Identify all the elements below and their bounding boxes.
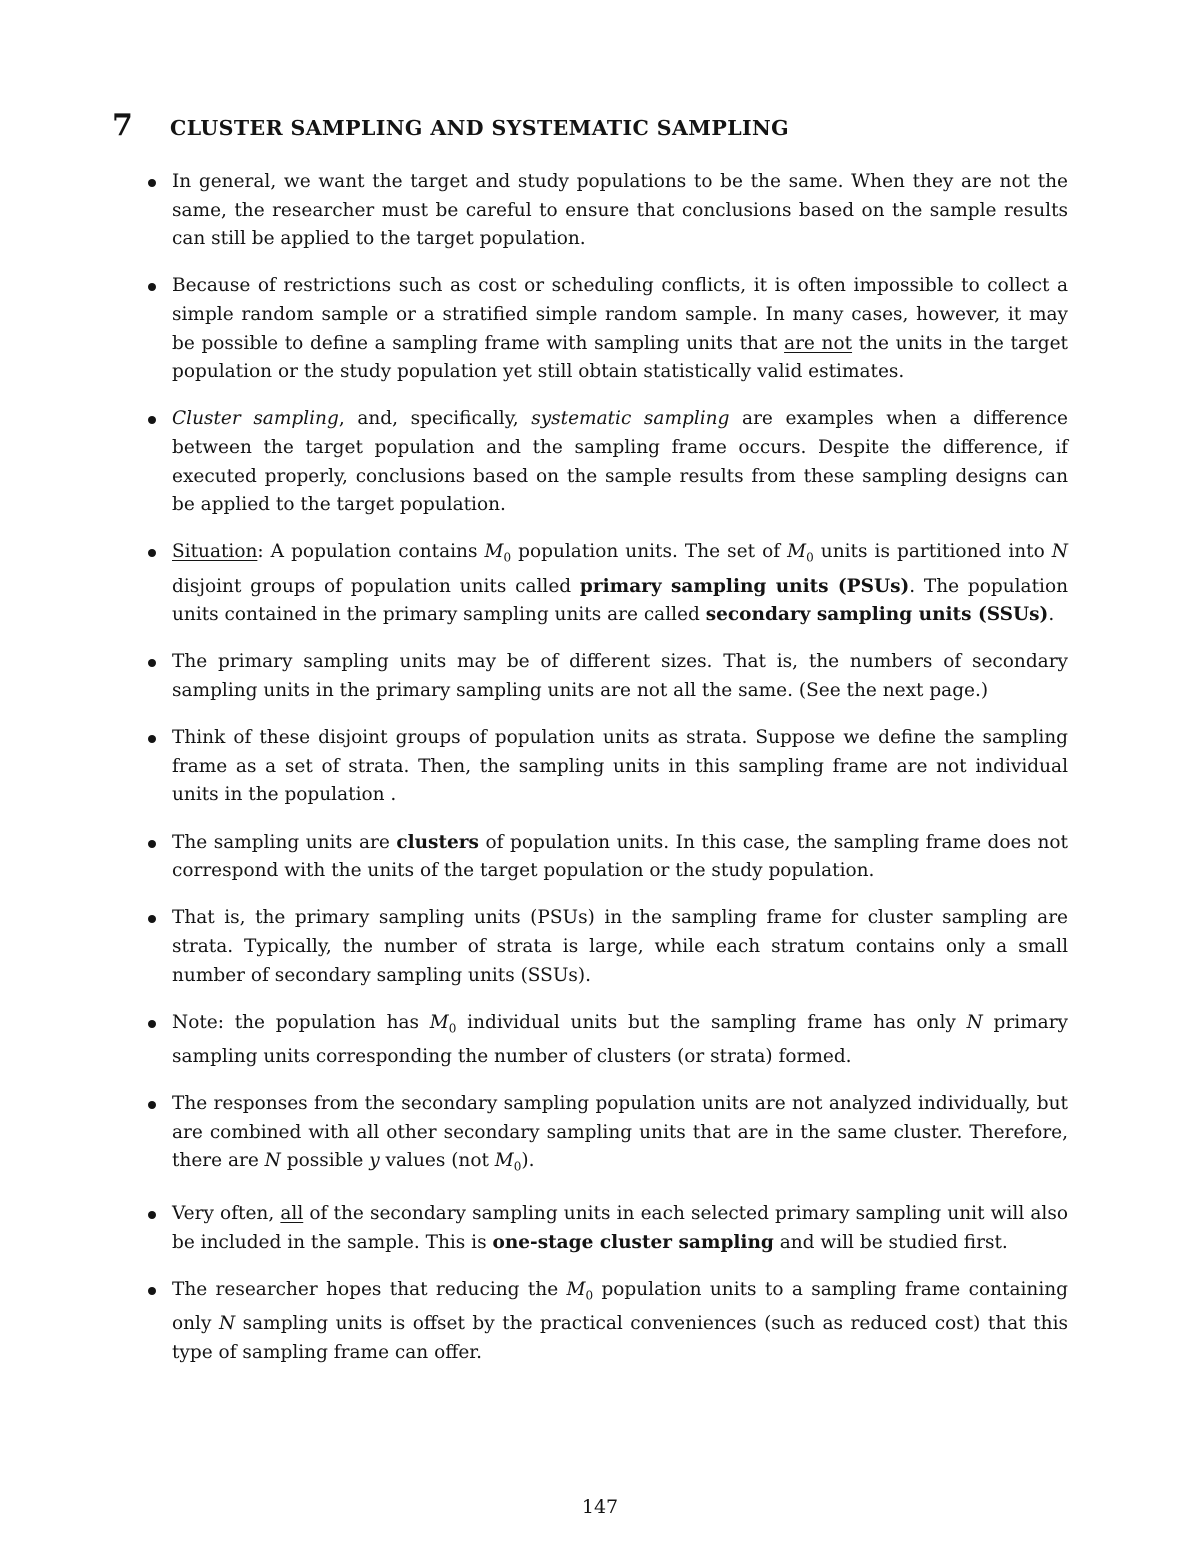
bullet-icon — [148, 283, 156, 291]
bold-term: primary sampling units (PSUs) — [579, 575, 910, 597]
bullet-text: disjoint groups of population units called — [172, 575, 580, 597]
bullet-text: . The population units contained in the primary sampling units are called — [172, 575, 1068, 626]
math-symbol: $M_0$ — [429, 1011, 457, 1036]
bullet-text: The researcher hopes that reducing the — [172, 1279, 567, 1300]
bullet-text: , and, specifically, — [338, 408, 532, 430]
bullet-text: of the secondary sampling units in each selected primary sampling unit will also be included in the sample. This is — [172, 1203, 1068, 1253]
bullet-item — [146, 1009, 1068, 1072]
math-symbol: $M_0$ — [494, 1150, 522, 1175]
bullet-item — [146, 829, 1068, 886]
section-title: CLUSTER SAMPLING AND SYSTEMATIC SAMPLING — [170, 116, 790, 140]
bullet-text: individual units but the sampling frame has only — [456, 1011, 967, 1033]
bullet-text: Note: the population has — [172, 1011, 430, 1033]
math-symbol: $M_0$ — [566, 1279, 594, 1303]
bullet-icon — [148, 179, 156, 187]
bullet-text: values (not — [379, 1150, 495, 1172]
section-number: 7 — [112, 108, 133, 143]
bullet-icon — [148, 416, 156, 424]
bullet-icon — [148, 1211, 156, 1219]
bullet-text: That is, the primary sampling units (PSUs) in the sampling frame for cluster sampling are strata. Typically, the number of strata is large, while each stratum contains only a small number of secondary sampling units (SSUs). — [172, 907, 1068, 986]
bullet-item — [146, 272, 1068, 386]
bullet-icon — [148, 840, 156, 848]
bullet-text: The sampling units are — [172, 831, 397, 853]
bullet-text: population units. The set of — [511, 541, 788, 563]
underlined-label: Situation — [172, 541, 258, 563]
bullet-icon — [148, 549, 156, 557]
bold-term: one-stage cluster sampling — [492, 1231, 774, 1253]
bullet-text: The responses from the secondary sampling population units are not analyzed individually, but are combined with all other secondary sampling units that are in the same cluster. Therefore, there are — [172, 1093, 1068, 1172]
bullet-item — [146, 168, 1068, 254]
bold-term: secondary sampling units (SSUs) — [705, 604, 1049, 626]
bullet-text: Very often, — [172, 1203, 281, 1225]
bullet-text: are examples when a difference between the target population and the sampling frame occurs. Despite the difference, if executed properly, conclusions based on the sample results from these sampling designs can be applied to the target population. — [172, 408, 1068, 516]
bullet-text: and will be studied first. — [773, 1231, 1008, 1253]
underlined-text: are not — [784, 332, 853, 354]
bullet-icon — [148, 659, 156, 667]
bold-term: clusters — [396, 831, 479, 853]
math-symbol: N — [1051, 541, 1068, 563]
bullet-text: primary sampling units corresponding the number of clusters (or strata) formed. — [172, 1011, 1068, 1067]
bullet-text: possible — [280, 1150, 370, 1172]
math-symbol: $M_0$ — [787, 541, 814, 565]
bullet-item — [146, 724, 1068, 810]
bullet-text: Because of restrictions such as cost or scheduling conflicts, it is often impossible to collect a simple random sample or a stratified simple random sample. In many cases, however, it may be possible to define a sampling frame with sampling units that — [172, 275, 1068, 354]
italic-term: Cluster sampling — [172, 408, 339, 430]
math-symbol: y — [369, 1150, 380, 1172]
bullet-text: ). — [521, 1150, 535, 1172]
page-number: 147 — [581, 1496, 619, 1518]
bullet-text: In general, we want the target and study populations to be the same. When they are not the same, the researcher must be careful to ensure that conclusions based on the sample results can still be applied to the target population. — [172, 171, 1068, 250]
bullet-text: sampling units is offset by the practical conveniences (such as reduced cost) that this type of sampling frame can offer. — [172, 1313, 1068, 1363]
italic-term: systematic sampling — [531, 408, 730, 430]
bullet-item — [146, 405, 1068, 519]
bullet-text: Think of these disjoint groups of population units as strata. Suppose we define the sampling frame as a set of strata. Then, the sampling units in this sampling frame are not individual units in the population . — [172, 727, 1068, 806]
bullet-icon — [148, 915, 156, 923]
bullet-item — [146, 1276, 1068, 1367]
bullet-text: population units to a sampling frame containing only — [172, 1279, 1068, 1335]
bullet-item — [146, 648, 1068, 705]
bullet-list — [146, 168, 1068, 1386]
bullet-text: units is partitioned into — [813, 541, 1052, 563]
bullet-icon — [148, 1287, 156, 1295]
section-heading — [112, 108, 1072, 143]
bullet-icon — [148, 735, 156, 743]
bullet-text: the units in the target population or the study population yet still obtain statistically valid estimates. — [172, 332, 1068, 383]
math-symbol: N — [218, 1313, 236, 1335]
bullet-text: : A population contains — [257, 541, 485, 563]
bullet-text: . — [1048, 604, 1055, 626]
bullet-text: of population units. In this case, the sampling frame does not correspond with the units of the target population or the study population. — [172, 831, 1068, 882]
bullet-item — [146, 904, 1068, 990]
math-symbol: N — [966, 1011, 983, 1033]
bullet-item — [146, 1200, 1068, 1257]
bullet-icon — [148, 1101, 156, 1109]
bullet-icon — [148, 1020, 156, 1028]
bullet-item — [146, 538, 1068, 629]
math-symbol: $M_0$ — [484, 541, 512, 565]
bullet-item — [146, 1090, 1068, 1181]
underlined-text: all — [280, 1203, 304, 1225]
math-symbol: N — [264, 1150, 281, 1172]
bullet-text: The primary sampling units may be of different sizes. That is, the numbers of secondary sampling units in the primary sampling units are not all the same. (See the next page.) — [172, 651, 1068, 701]
